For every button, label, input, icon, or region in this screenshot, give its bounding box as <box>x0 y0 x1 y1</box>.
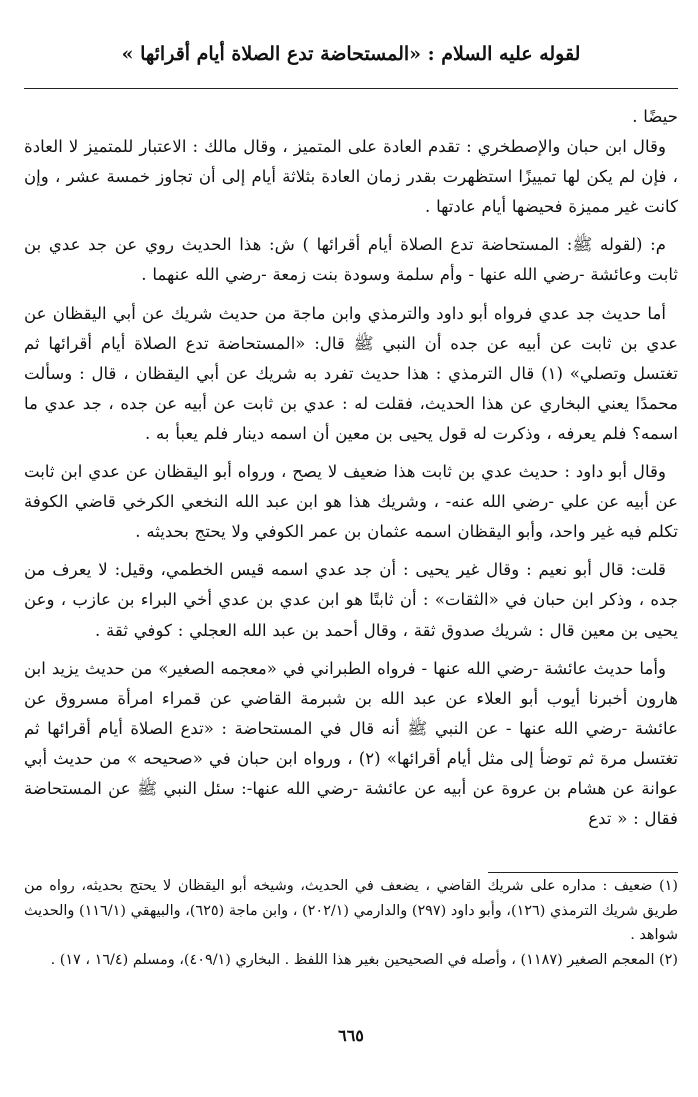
running-header: لقوله عليه السلام : «المستحاضة تدع الصلاة أيام أقرائها » <box>121 43 581 65</box>
footnote-divider <box>488 872 678 873</box>
main-text <box>24 102 678 834</box>
paragraph: وقال أبو داود : حديث عدي بن ثابت هذا ضعيف لا يصح ، ورواه أبو اليقظان عن عدي ابن ثابت عن أبيه عن علي -رضي الله عنه- ، وشريك هذا هو ابن عبد الله النخعي الكرخي قاضي الكوفة تكلم فيه غير واحد، وأبو اليقظان اسمه عثمان بن عمر الكوفي ولا يحتج بحديثه . <box>24 462 678 542</box>
header-divider <box>24 88 678 89</box>
footnote: (٢) المعجم الصغير (١١٨٧) ، وأصله في الصحيحين بغير هذا اللفظ . البخاري (٤٠٩/١)، ومسلم (١٦/٤ ، ١٧) . <box>50 951 678 968</box>
paragraph: وقال ابن حبان والإصطخري : تقدم العادة على المتميز ، وقال مالك : الاعتبار للمتميز لا العادة ، فإن لم يكن لها تمييزًا استظهرت بقدر زمان العادة بثلاثة أيام إلى أن تجاوز خمسة عشر ، وإن كانت غير مميزة فحيضها أيام عادتها . <box>24 137 678 217</box>
footnote: (١) ضعيف : مداره على شريك القاضي ، يضعف في الحديث، وشيخه أبو اليقظان لا يحتج بحديثه، رواه من طريق شريك الترمذي (١٢٦)، وأبو داود (٢٩٧) والدارمي (٢٠٢/١) ، وابن ماجة (٦٢٥)، والبيهقي (١١٦/١) والحديث شواهد . <box>24 878 678 943</box>
page-number: ٦٦٥ <box>338 1026 364 1045</box>
footnotes <box>24 874 678 972</box>
book-page <box>24 0 678 1097</box>
paragraph: حيضًا . <box>632 107 678 126</box>
paragraph: وأما حديث عائشة -رضي الله عنها - فرواه الطبراني في «معجمه الصغير» من حديث يزيد ابن هارون أخبرنا أيوب أبو العلاء عن عبد الله بن شبرمة القاضي عن قمراء امرأة مسروق عن عائشة -رضي الله عنها - عن النبي ﷺ أنه قال في المستحاضة : «تدع الصلاة أيام أقرائها ثم تغتسل مرة ثم توضأ إلى مثل أيام أقرائها» (٢) ، ورواه ابن حبان في «صحيحه » من حديث أبي عوانة عن هشام بن عروة عن أبيه عن عائشة -رضي الله عنها-: سئل النبي ﷺ عن المستحاضة فقال : « تدع <box>24 658 679 829</box>
paragraph: قلت: قال أبو نعيم : وقال غير يحيى : أن جد عدي اسمه قيس الخطمي، وقيل: لا يعرف من جده ، وذكر ابن حبان في «الثقات» : أن ثابتًا هو ابن عدي بن عدي أخي البراء بن عازب ، وعن يحيى بن معين قال : شريك صدوق ثقة ، وقال أحمد بن عبد الله العجلي : كوفي ثقة . <box>24 560 678 640</box>
paragraph: م: (لقوله ﷺ: المستحاضة تدع الصلاة أيام أقرائها ) ش: هذا الحديث روي عن جد عدي بن ثابت وعائشة -رضي الله عنها - وأم سلمة وسودة بنت زمعة -رضي الله عنهما . <box>24 235 678 285</box>
paragraph: أما حديث جد عدي فرواه أبو داود والترمذي وابن ماجة من حديث شريك عن أبي اليقظان عن عدي بن ثابت عن أبيه عن جده أن النبي ﷺ قال: «المستحاضة تدع الصلاة أيام أقرائها ثم تغتسل وتصلي» (١) قال الترمذي : هذا حديث تفرد به شريك عن أبي اليقظان ، قال : وسألت محمدًا يعني البخاري عن هذا الحديث، فقلت له : عدي بن ثابت عن أبيه عن جده ، جد عدي ما اسمه؟ فلم يعرفه ، وذكرت له قول يحيى بن معين أن اسمه دينار فلم يعبأ به . <box>24 303 678 443</box>
